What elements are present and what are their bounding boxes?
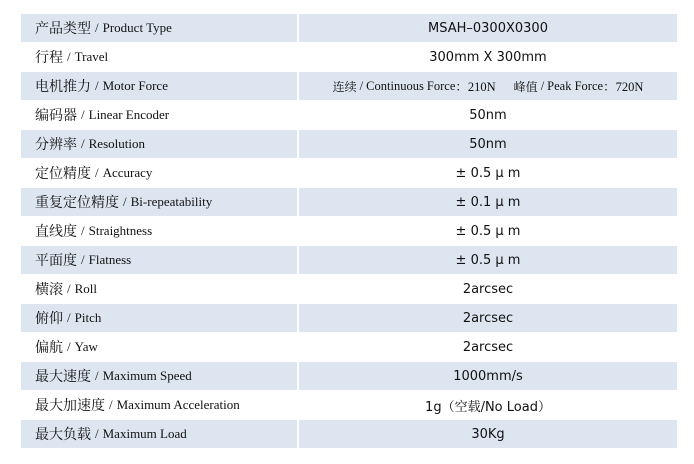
- label-zh: 最大速度: [35, 369, 91, 385]
- label-separator: /: [67, 339, 71, 354]
- value-cell-motor-force: [299, 72, 677, 100]
- label-en: Roll: [74, 281, 98, 296]
- label-cell: [21, 159, 299, 187]
- label-cell: [21, 333, 299, 361]
- value-cell: 30Kg: [299, 420, 677, 448]
- label-zh: 横滚: [35, 282, 63, 298]
- label-zh: 俯仰: [35, 311, 63, 327]
- label-en: Motor Force: [102, 78, 168, 93]
- label-en: Travel: [74, 49, 109, 64]
- label-zh: 编码器: [35, 108, 77, 124]
- label-separator: /: [109, 397, 113, 412]
- label-cell: [21, 275, 299, 303]
- value-cell: 1g（空载/No Load）: [299, 391, 677, 419]
- table-row-yaw: [21, 333, 677, 362]
- label-en: Linear Encoder: [88, 107, 170, 122]
- label-zh: 行程: [35, 50, 63, 66]
- label-cell: [21, 130, 299, 158]
- table-row-travel: [21, 43, 677, 72]
- label-separator: /: [67, 310, 71, 325]
- label-separator: /: [123, 194, 127, 209]
- spec-table: [21, 14, 677, 449]
- label-zh: 平面度: [35, 253, 77, 269]
- label-en: Pitch: [74, 310, 102, 325]
- label-separator: /: [95, 20, 99, 35]
- table-row-maximum-load: [21, 420, 677, 449]
- continuous-force-zh: 连续: [332, 79, 357, 94]
- label-separator: /: [95, 426, 99, 441]
- label-cell: [21, 188, 299, 216]
- table-row-roll: [21, 275, 677, 304]
- label-en: Accuracy: [102, 165, 153, 180]
- value-cell: 50nm: [299, 101, 677, 129]
- peak-force-value: ：720N: [603, 80, 644, 94]
- peak-force-zh: 峰值: [513, 79, 538, 94]
- label-cell: [21, 72, 299, 100]
- label-separator: /: [95, 78, 99, 93]
- table-row-bi-repeatability: [21, 188, 677, 217]
- label-cell: [21, 43, 299, 71]
- label-en: Product Type: [102, 20, 172, 35]
- continuous-force-value: ：210N: [455, 80, 496, 94]
- table-row-flatness: [21, 246, 677, 275]
- label-en: Resolution: [88, 136, 145, 151]
- label-separator: /: [67, 281, 71, 296]
- value-cell: 1000mm/s: [299, 362, 677, 390]
- value-cell: 2arcsec: [299, 333, 677, 361]
- value-cell: ± 0.1 μ m: [299, 188, 677, 216]
- continuous-force-en: Continuous Force: [366, 78, 456, 93]
- continuous-force: [333, 77, 496, 95]
- label-cell: [21, 420, 299, 448]
- label-separator: /: [81, 223, 85, 238]
- label-cell: [21, 217, 299, 245]
- label-separator: /: [81, 252, 85, 267]
- label-cell: [21, 101, 299, 129]
- label-zh: 电机推力: [35, 79, 91, 95]
- label-zh: 最大负载: [35, 427, 91, 443]
- label-separator: /: [81, 136, 85, 151]
- value-cell: ± 0.5 μ m: [299, 217, 677, 245]
- label-zh: 最大加速度: [35, 398, 105, 414]
- label-cell: [21, 362, 299, 390]
- table-row-accuracy: [21, 159, 677, 188]
- label-zh: 产品类型: [35, 21, 91, 37]
- force-separator: /: [359, 78, 364, 93]
- value-cell: MSAH–0300X0300: [299, 14, 677, 42]
- table-row-linear-encoder: [21, 101, 677, 130]
- label-cell: [21, 304, 299, 332]
- label-zh: 重复定位精度: [35, 195, 119, 211]
- label-en: Yaw: [74, 339, 98, 354]
- value-cell: 300mm X 300mm: [299, 43, 677, 71]
- label-en: Maximum Acceleration: [116, 397, 240, 412]
- table-row-motor-force: [21, 72, 677, 101]
- label-separator: /: [67, 49, 71, 64]
- value-cell: 2arcsec: [299, 275, 677, 303]
- label-separator: /: [81, 107, 85, 122]
- label-en: Flatness: [88, 252, 132, 267]
- table-row-straightness: [21, 217, 677, 246]
- label-zh: 定位精度: [35, 166, 91, 182]
- label-separator: /: [95, 368, 99, 383]
- label-cell: [21, 246, 299, 274]
- label-cell: [21, 391, 299, 419]
- force-separator: /: [540, 78, 545, 93]
- table-row-maximum-acceleration: [21, 391, 677, 420]
- label-cell: [21, 14, 299, 42]
- peak-force-en: Peak Force: [547, 78, 604, 93]
- value-cell: ± 0.5 μ m: [299, 159, 677, 187]
- label-zh: 分辨率: [35, 137, 77, 153]
- label-separator: /: [95, 165, 99, 180]
- table-row-product-type: [21, 14, 677, 43]
- label-en: Bi-repeatability: [130, 194, 213, 209]
- table-row-maximum-speed: [21, 362, 677, 391]
- peak-force: [514, 77, 644, 95]
- label-zh: 直线度: [35, 224, 77, 240]
- value-cell: ± 0.5 μ m: [299, 246, 677, 274]
- value-cell: 50nm: [299, 130, 677, 158]
- value-cell: 2arcsec: [299, 304, 677, 332]
- table-row-pitch: [21, 304, 677, 333]
- label-en: Straightness: [88, 223, 153, 238]
- label-zh: 偏航: [35, 340, 63, 356]
- table-row-resolution: [21, 130, 677, 159]
- label-en: Maximum Speed: [102, 368, 192, 383]
- label-en: Maximum Load: [102, 426, 187, 441]
